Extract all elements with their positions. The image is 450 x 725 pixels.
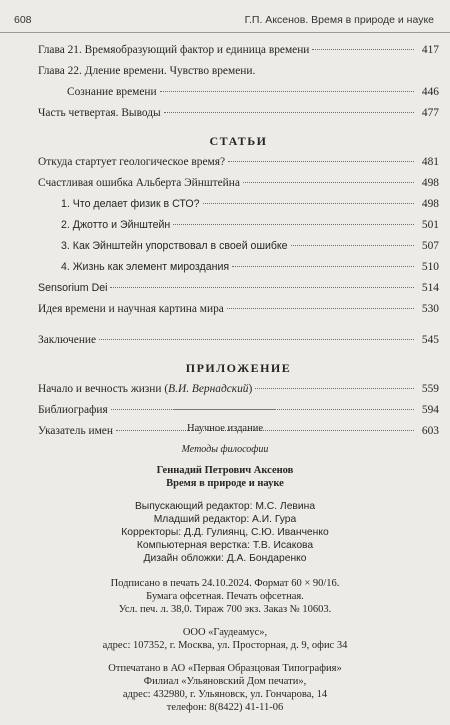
toc-title: Заключение bbox=[38, 334, 97, 346]
toc-page: 501 bbox=[421, 219, 439, 231]
toc-row bbox=[38, 278, 439, 299]
edition-type: Научное издание bbox=[186, 423, 263, 434]
toc-page: 446 bbox=[421, 86, 439, 98]
toc-title: 4. Жизнь как элемент мироздания bbox=[61, 261, 230, 273]
leader-dots bbox=[291, 245, 414, 246]
leader-dots bbox=[164, 112, 414, 113]
leader-dots bbox=[232, 266, 414, 267]
leader-dots bbox=[160, 91, 414, 92]
publisher-line: адрес: 107352, г. Москва, ул. Просторная, д. 9, офис 34 bbox=[102, 640, 348, 651]
toc-title: Идея времени и научная картина мира bbox=[38, 303, 224, 315]
toc-row bbox=[38, 152, 439, 173]
toc-title: Сознание времени bbox=[67, 86, 157, 98]
series-name: Методы философии bbox=[181, 444, 269, 455]
print-line: Подписано в печать 24.10.2024. Формат 60 × 90/16. bbox=[110, 578, 340, 589]
page-number: 608 bbox=[14, 14, 32, 26]
publisher-line: ООО «Гаудеамус», bbox=[182, 627, 268, 638]
toc-row bbox=[38, 40, 439, 61]
header-rule bbox=[0, 32, 450, 33]
toc-row bbox=[38, 103, 439, 124]
leader-dots bbox=[312, 49, 414, 50]
toc-row bbox=[38, 215, 439, 236]
toc-author: В.И. Вернадский bbox=[168, 383, 249, 395]
toc-row bbox=[38, 330, 439, 351]
toc-title-text: Начало и вечность жизни ( bbox=[38, 383, 169, 395]
toc-page: 514 bbox=[421, 282, 439, 294]
toc-page: 417 bbox=[421, 44, 439, 56]
table-of-contents bbox=[38, 40, 439, 442]
leader-dots bbox=[255, 388, 414, 389]
toc-page: 545 bbox=[421, 334, 439, 346]
toc-page: 530 bbox=[421, 303, 439, 315]
toc-row bbox=[38, 194, 439, 215]
toc-title: Счастливая ошибка Альберта Эйнштейна bbox=[38, 177, 240, 189]
toc-row bbox=[38, 379, 439, 400]
imprint-block bbox=[0, 422, 450, 714]
book-title: Время в природе и науке bbox=[166, 478, 284, 489]
toc-row bbox=[38, 173, 439, 194]
section-heading-appendix: ПРИЛОЖЕНИЕ bbox=[185, 361, 292, 375]
toc-title: 2. Джотто и Эйнштейн bbox=[61, 219, 171, 231]
toc-title: Глава 21. Времяобразующий фактор и единица времени bbox=[38, 44, 310, 56]
toc-page: 477 bbox=[421, 107, 439, 119]
print-line: Бумага офсетная. Печать офсетная. bbox=[146, 591, 304, 602]
leader-dots bbox=[110, 287, 414, 288]
section-heading-articles: СТАТЬИ bbox=[209, 134, 268, 148]
toc-title: 1. Что делает физик в СТО? bbox=[61, 198, 200, 210]
credit-line: Корректоры: Д.Д. Гулиянц, С.Ю. Иванченко bbox=[121, 527, 329, 538]
printer-line: Филиал «Ульяновский Дом печати», bbox=[143, 676, 307, 687]
leader-dots bbox=[243, 182, 414, 183]
toc-title: 3. Как Эйнштейн упорствовал в своей ошибке bbox=[61, 240, 288, 252]
credit-line: Компьютерная верстка: Т.В. Исакова bbox=[136, 540, 314, 551]
author-name: Геннадий Петрович Аксенов bbox=[156, 465, 294, 476]
toc-page: 498 bbox=[421, 177, 439, 189]
toc-page: 510 bbox=[421, 261, 439, 273]
toc-title: Откуда стартует геологическое время? bbox=[38, 156, 225, 168]
toc-title: Глава 22. Дление времени. Чувство времени. bbox=[38, 65, 256, 77]
toc-title: Указатель имен bbox=[38, 425, 113, 437]
toc-title: Sensorium Dei bbox=[38, 282, 108, 294]
toc-row bbox=[38, 61, 439, 82]
toc-title: Библиография bbox=[38, 404, 108, 416]
leader-dots bbox=[99, 339, 414, 340]
printer-line: Отпечатано в АО «Первая Образцовая Типография» bbox=[108, 663, 342, 674]
toc-title-close: ) bbox=[248, 383, 253, 395]
toc-title bbox=[38, 379, 252, 400]
toc-row bbox=[38, 257, 439, 278]
running-title: Г.П. Аксенов. Время в природе и науке bbox=[244, 14, 434, 26]
toc-page: 603 bbox=[421, 425, 439, 437]
toc-title: Часть четвертая. Выводы bbox=[38, 107, 161, 119]
printer-line: адрес: 432980, г. Ульяновск, ул. Гончарова, 14 bbox=[122, 689, 328, 700]
toc-page: 594 bbox=[421, 404, 439, 416]
running-header bbox=[0, 14, 450, 28]
toc-page: 507 bbox=[421, 240, 439, 252]
toc-row bbox=[38, 299, 439, 320]
print-line: Усл. печ. л. 38,0. Тираж 700 экз. Заказ № 10603. bbox=[118, 604, 332, 615]
imprint-separator bbox=[174, 409, 276, 410]
leader-dots bbox=[228, 161, 414, 162]
leader-dots bbox=[227, 308, 414, 309]
leader-dots bbox=[203, 203, 414, 204]
toc-row bbox=[38, 400, 439, 421]
toc-row bbox=[38, 82, 439, 103]
leader-dots bbox=[173, 224, 414, 225]
toc-page: 498 bbox=[421, 198, 439, 210]
toc-row bbox=[38, 236, 439, 257]
credit-line: Выпускающий редактор: М.С. Левина bbox=[134, 501, 316, 512]
toc-page: 481 bbox=[421, 156, 439, 168]
credit-line: Младший редактор: А.И. Гура bbox=[153, 514, 297, 525]
toc-page: 559 bbox=[421, 383, 439, 395]
printer-line: телефон: 8(8422) 41-11-06 bbox=[166, 702, 284, 713]
credit-line: Дизайн обложки: Д.А. Бондаренко bbox=[143, 553, 307, 564]
